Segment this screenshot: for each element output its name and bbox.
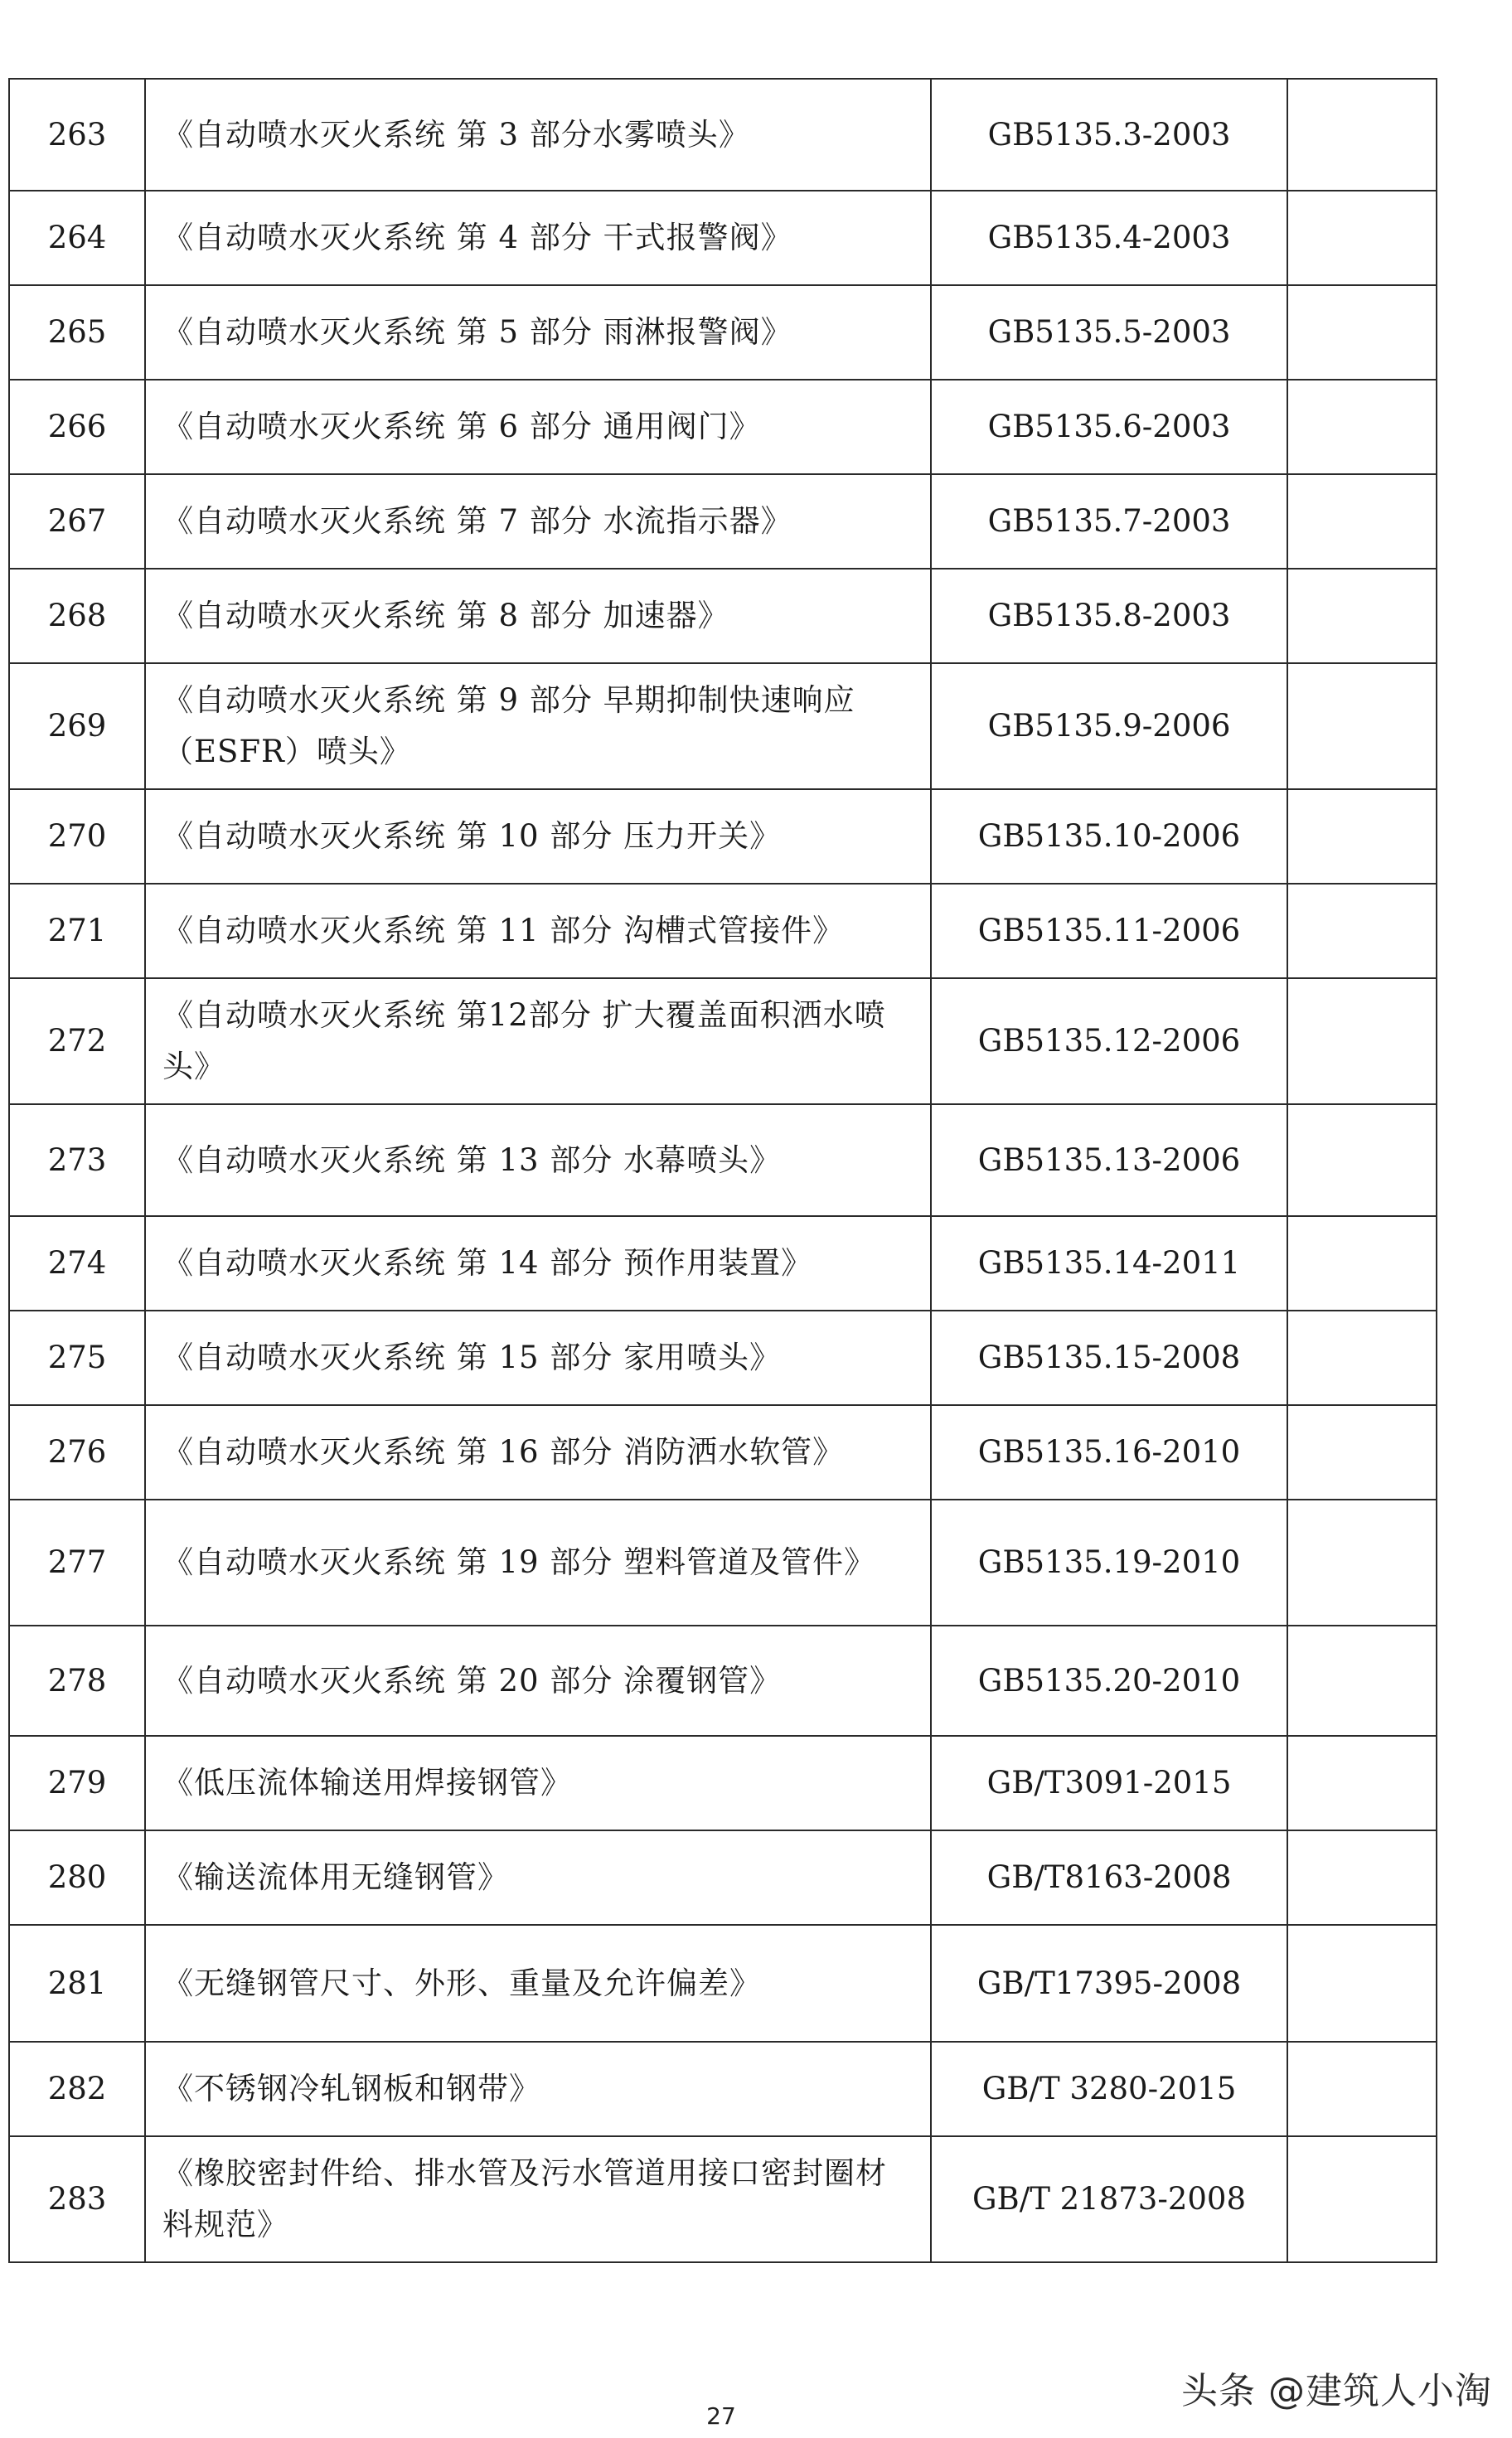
standard-code: GB5135.20-2010: [931, 1626, 1287, 1736]
row-number: 265: [9, 285, 145, 380]
standard-code: GB5135.3-2003: [931, 79, 1287, 191]
table-row: [9, 1405, 1437, 1500]
standard-name: 《自动喷水灭火系统 第 16 部分 消防洒水软管》: [145, 1405, 931, 1500]
remarks-cell: [1287, 884, 1437, 978]
table-row: [9, 79, 1437, 191]
standard-name: 《低压流体输送用焊接钢管》: [145, 1736, 931, 1830]
standard-name: 《橡胶密封件给、排水管及污水管道用接口密封圈材料规范》: [145, 2136, 931, 2262]
standard-name: 《自动喷水灭火系统 第 19 部分 塑料管道及管件》: [145, 1500, 931, 1626]
standard-name: 《自动喷水灭火系统 第 8 部分 加速器》: [145, 569, 931, 663]
row-number: 266: [9, 380, 145, 474]
table-row: [9, 2042, 1437, 2136]
watermark-text: 头条 @建筑人小淘: [1181, 2370, 1492, 2412]
row-number: 276: [9, 1405, 145, 1500]
standard-name: 《自动喷水灭火系统 第 14 部分 预作用装置》: [145, 1216, 931, 1311]
row-number: 264: [9, 191, 145, 285]
standard-name: 《自动喷水灭火系统 第 9 部分 早期抑制快速响应（ESFR）喷头》: [145, 663, 931, 789]
remarks-cell: [1287, 1925, 1437, 2042]
table-row: [9, 1830, 1437, 1925]
table-body: [9, 79, 1437, 2262]
remarks-cell: [1287, 474, 1437, 569]
remarks-cell: [1287, 1216, 1437, 1311]
remarks-cell: [1287, 380, 1437, 474]
standard-code: GB5135.6-2003: [931, 380, 1287, 474]
standard-code: GB5135.13-2006: [931, 1104, 1287, 1216]
row-number: 279: [9, 1736, 145, 1830]
standard-code: GB5135.19-2010: [931, 1500, 1287, 1626]
standard-name: 《自动喷水灭火系统 第 15 部分 家用喷头》: [145, 1311, 931, 1405]
table-row: [9, 1104, 1437, 1216]
table-row: [9, 380, 1437, 474]
remarks-cell: [1287, 1736, 1437, 1830]
row-number: 272: [9, 978, 145, 1104]
row-number: 270: [9, 789, 145, 884]
row-number: 280: [9, 1830, 145, 1925]
row-number: 263: [9, 79, 145, 191]
remarks-cell: [1287, 1104, 1437, 1216]
remarks-cell: [1287, 1500, 1437, 1626]
standard-name: 《自动喷水灭火系统 第 3 部分水雾喷头》: [145, 79, 931, 191]
remarks-cell: [1287, 191, 1437, 285]
standard-code: GB/T17395-2008: [931, 1925, 1287, 2042]
table-row: [9, 1626, 1437, 1736]
remarks-cell: [1287, 79, 1437, 191]
row-number: 278: [9, 1626, 145, 1736]
table-row: [9, 474, 1437, 569]
row-number: 275: [9, 1311, 145, 1405]
standard-code: GB5135.7-2003: [931, 474, 1287, 569]
table-row: [9, 191, 1437, 285]
remarks-cell: [1287, 1830, 1437, 1925]
table-row: [9, 663, 1437, 789]
standard-name: 《无缝钢管尺寸、外形、重量及允许偏差》: [145, 1925, 931, 2042]
remarks-cell: [1287, 1311, 1437, 1405]
standard-name: 《自动喷水灭火系统 第 4 部分 干式报警阀》: [145, 191, 931, 285]
row-number: 274: [9, 1216, 145, 1311]
standard-name: 《自动喷水灭火系统 第 20 部分 涂覆钢管》: [145, 1626, 931, 1736]
remarks-cell: [1287, 789, 1437, 884]
standard-code: GB/T 3280-2015: [931, 2042, 1287, 2136]
standard-name: 《自动喷水灭火系统 第 5 部分 雨淋报警阀》: [145, 285, 931, 380]
table-row: [9, 2136, 1437, 2262]
table-row: [9, 1311, 1437, 1405]
table-row: [9, 884, 1437, 978]
table-row: [9, 569, 1437, 663]
standard-name: 《自动喷水灭火系统 第 11 部分 沟槽式管接件》: [145, 884, 931, 978]
standard-code: GB5135.16-2010: [931, 1405, 1287, 1500]
standard-code: GB5135.15-2008: [931, 1311, 1287, 1405]
remarks-cell: [1287, 978, 1437, 1104]
standard-code: GB5135.8-2003: [931, 569, 1287, 663]
standard-name: 《自动喷水灭火系统 第 13 部分 水幕喷头》: [145, 1104, 931, 1216]
standard-code: GB5135.9-2006: [931, 663, 1287, 789]
standard-name: 《自动喷水灭火系统 第 6 部分 通用阀门》: [145, 380, 931, 474]
standard-code: GB5135.14-2011: [931, 1216, 1287, 1311]
standard-code: GB5135.11-2006: [931, 884, 1287, 978]
table-row: [9, 1925, 1437, 2042]
remarks-cell: [1287, 663, 1437, 789]
standard-code: GB5135.12-2006: [931, 978, 1287, 1104]
row-number: 267: [9, 474, 145, 569]
row-number: 271: [9, 884, 145, 978]
standard-name: 《不锈钢冷轧钢板和钢带》: [145, 2042, 931, 2136]
remarks-cell: [1287, 569, 1437, 663]
table-row: [9, 1736, 1437, 1830]
table-row: [9, 285, 1437, 380]
standard-code: GB/T8163-2008: [931, 1830, 1287, 1925]
remarks-cell: [1287, 2042, 1437, 2136]
page-number: 27: [706, 2402, 736, 2430]
standard-name: 《自动喷水灭火系统 第12部分 扩大覆盖面积洒水喷头》: [145, 978, 931, 1104]
standard-code: GB/T 21873-2008: [931, 2136, 1287, 2262]
standard-code: GB5135.5-2003: [931, 285, 1287, 380]
standard-code: GB5135.10-2006: [931, 789, 1287, 884]
row-number: 282: [9, 2042, 145, 2136]
table-row: [9, 1216, 1437, 1311]
standard-code: GB5135.4-2003: [931, 191, 1287, 285]
standards-table: [8, 78, 1437, 2263]
row-number: 283: [9, 2136, 145, 2262]
row-number: 277: [9, 1500, 145, 1626]
standard-name: 《输送流体用无缝钢管》: [145, 1830, 931, 1925]
remarks-cell: [1287, 2136, 1437, 2262]
standard-code: GB/T3091-2015: [931, 1736, 1287, 1830]
table-row: [9, 978, 1437, 1104]
remarks-cell: [1287, 285, 1437, 380]
standard-name: 《自动喷水灭火系统 第 7 部分 水流指示器》: [145, 474, 931, 569]
remarks-cell: [1287, 1626, 1437, 1736]
table-row: [9, 789, 1437, 884]
row-number: 281: [9, 1925, 145, 2042]
row-number: 273: [9, 1104, 145, 1216]
remarks-cell: [1287, 1405, 1437, 1500]
table-row: [9, 1500, 1437, 1626]
row-number: 268: [9, 569, 145, 663]
standard-name: 《自动喷水灭火系统 第 10 部分 压力开关》: [145, 789, 931, 884]
row-number: 269: [9, 663, 145, 789]
